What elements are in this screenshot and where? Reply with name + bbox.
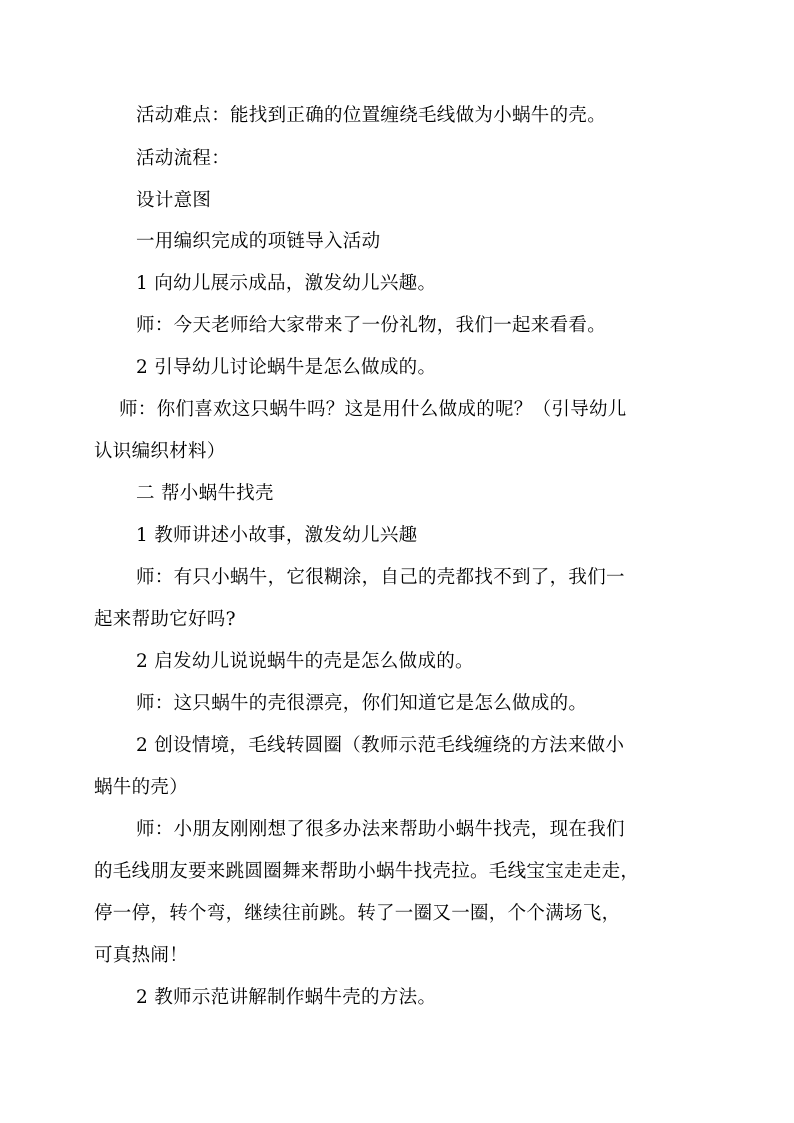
- teacher-line-dance: 师：小朋友刚刚想了很多办法来帮助小蜗牛找壳，现在我们: [136, 819, 625, 840]
- paragraph-activity-difficulty: 活动难点：能找到正确的位置缠绕毛线做为小蜗牛的壳。: [136, 105, 607, 126]
- teacher-line-gift: 师：今天老师给大家带来了一份礼物，我们一起来看看。: [136, 315, 607, 336]
- step-discuss-snail: 2 引导幼儿讨论蜗牛是怎么做成的。: [136, 357, 437, 378]
- teacher-line-story-cont: 起来帮助它好吗?: [94, 609, 236, 630]
- step-demonstrate-method: 2 教师示范讲解制作蜗牛壳的方法。: [136, 987, 437, 1008]
- section-heading-two: 二 帮小蜗牛找壳: [136, 483, 274, 504]
- paragraph-activity-process: 活动流程：: [136, 148, 231, 169]
- step-show-product: 1 向幼儿展示成品，激发幼儿兴趣。: [136, 273, 437, 294]
- teacher-line-shell: 师：这只蜗牛的壳很漂亮，你们知道它是怎么做成的。: [136, 693, 588, 714]
- step-tell-story: 1 教师讲述小故事，激发幼儿兴趣: [136, 525, 418, 546]
- step-create-scene: 2 创设情境，毛线转圆圈（教师示范毛线缠绕的方法来做小: [136, 735, 625, 756]
- teacher-line-dance-cont-3: 可真热闹！: [94, 945, 189, 966]
- teacher-line-story: 师：有只小蜗牛，它很糊涂，自己的壳都找不到了，我们一: [136, 567, 625, 588]
- step-create-scene-cont: 蜗牛的壳）: [94, 777, 189, 798]
- teacher-line-dance-cont-1: 的毛线朋友要来跳圆圈舞来帮助小蜗牛找壳拉。毛线宝宝走走走，: [94, 861, 640, 882]
- teacher-line-question-cont: 认识编织材料）: [94, 441, 226, 462]
- step-inspire-children: 2 启发幼儿说说蜗牛的壳是怎么做成的。: [136, 651, 474, 672]
- teacher-line-question: 师：你们喜欢这只蜗牛吗？这是用什么做成的呢？（引导幼儿: [119, 399, 627, 420]
- paragraph-design-intent: 设计意图: [136, 190, 212, 211]
- section-heading-one: 一用编织完成的项链导入活动: [136, 231, 381, 252]
- teacher-line-dance-cont-2: 停一停，转个弯，继续往前跳。转了一圈又一圈，个个满场飞，: [94, 903, 621, 924]
